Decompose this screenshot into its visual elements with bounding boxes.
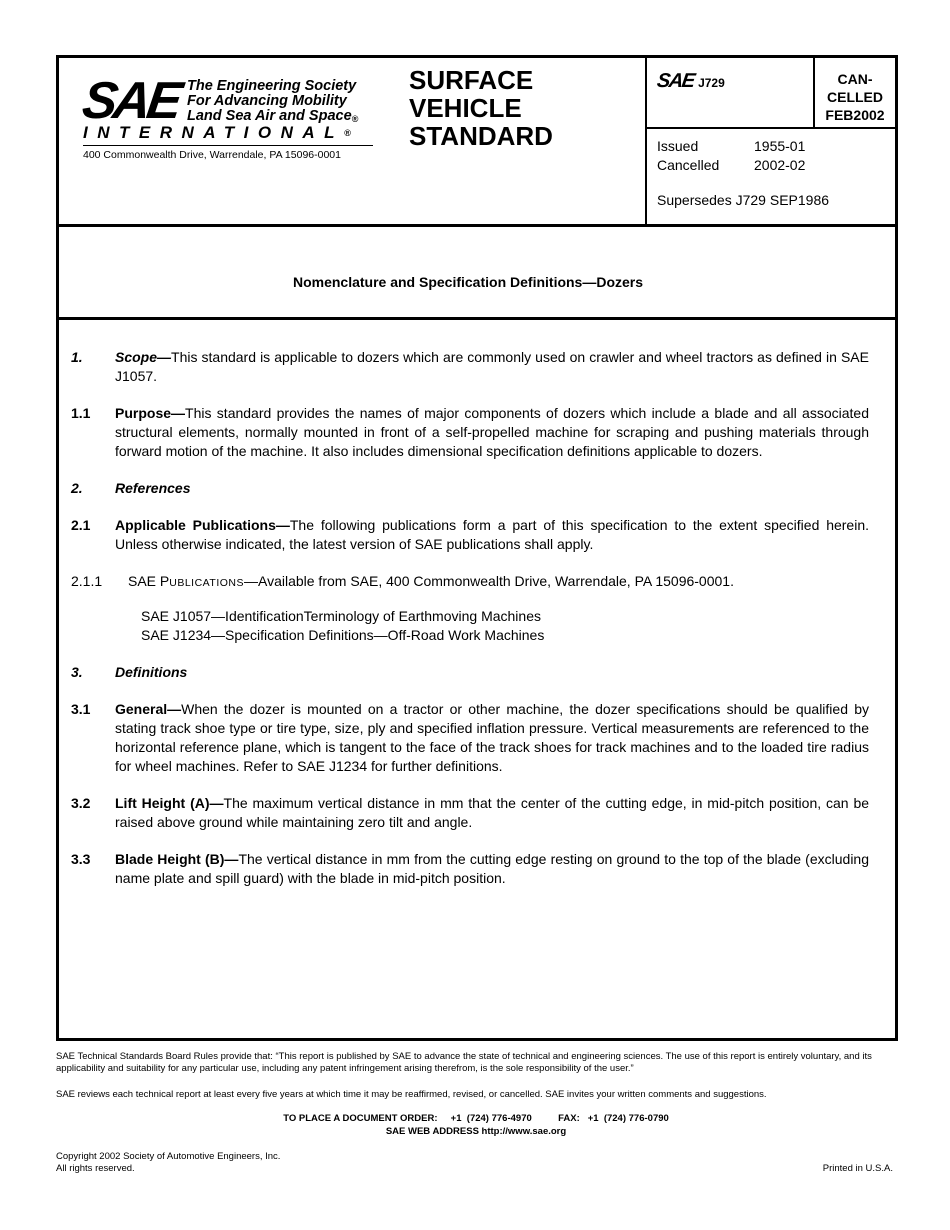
- reference-item: SAE J1057—IdentificationTerminology of Earthmoving Machines: [141, 608, 541, 624]
- tagline-line: The Engineering Society: [187, 78, 357, 94]
- issued-value: 1955-01: [754, 138, 806, 154]
- footer-order: TO PLACE A DOCUMENT ORDER: +1 (724) 776-4970 FAX: +1 (724) 776-0790: [283, 1113, 669, 1124]
- doc-dates: [657, 137, 805, 175]
- international-wordmark: INTERNATIONAL®: [83, 123, 351, 142]
- section-3-3: 3.3 Blade Height (B)—The vertical distance in mm from the cutting edge resting on ground to the top of the blade (excluding name plate and spill guard) with the blade in mid-pitch position.: [71, 851, 869, 886]
- sae-small-logo: SAE: [655, 70, 696, 92]
- section-1: 1. Scope—This standard is applicable to dozers which are commonly used on crawler and wheel tractors as defined in SAE J1057.: [71, 349, 869, 384]
- tagline-line: For Advancing Mobility: [187, 93, 347, 109]
- reference-item: SAE J1234—Specification Definitions—Off-Road Work Machines: [141, 627, 545, 643]
- sae-logo-mark: SAE: [78, 72, 182, 130]
- document-type: SURFACE VEHICLE STANDARD: [409, 65, 553, 151]
- section-2: 2. References: [71, 480, 191, 496]
- cancelled-stamp: CAN- CELLED FEB2002: [825, 71, 885, 123]
- header: [59, 58, 895, 227]
- divider: [645, 127, 895, 129]
- doc-id: [657, 70, 725, 93]
- logo-rule: [83, 145, 373, 146]
- footer-web: SAE WEB ADDRESS http://www.sae.org: [385, 1126, 567, 1137]
- reference-list: [141, 607, 869, 645]
- section-2-1: 2.1 Applicable Publications—The following publications form a part of this specification to the extent specified herein. Unless otherwise indicated, the latest version of SAE publications shall apply.: [71, 517, 870, 552]
- footer-review: SAE reviews each technical report at least every five years at which time it may be reaffirmed, revised, or cancelled. SAE invites your written comments and suggestions.: [56, 1089, 767, 1100]
- footer-copyright: Copyright 2002 Society of Automotive Engineers, Inc.: [56, 1151, 281, 1162]
- footer-rules: SAE Technical Standards Board Rules provide that: “This report is published by SAE to advance the state of technical and engineering sciences. The use of this report is entirely voluntary, and its applicability and suitability for any particular use, including any patent infringement arising therefrom, is the sole responsibility of the user.”: [56, 1051, 872, 1074]
- doc-number: J729: [698, 76, 725, 90]
- section-3: 3. Definitions: [71, 664, 188, 680]
- footer-printed: Printed in U.S.A.: [822, 1163, 893, 1174]
- divider: [645, 58, 647, 224]
- cancelled-value: 2002-02: [754, 157, 806, 173]
- tagline-line: Land Sea Air and Space®: [187, 108, 359, 124]
- title-band: [59, 227, 895, 320]
- sae-tagline: [187, 79, 358, 127]
- document-body: [71, 348, 869, 888]
- section-1-1: 1.1 Purpose—This standard provides the names of major components of dozers which include a blade and all associated structural elements, normally mounted in front of a self-propelled machine for scraping and pushing materials through forward motion of the machine. It also includes dimensional specification definitions applicable to dozers.: [71, 405, 869, 459]
- supersedes: Supersedes J729 SEP1986: [657, 192, 830, 208]
- section-3-2: 3.2 Lift Height (A)—The maximum vertical distance in mm that the center of the cutting edge, in mid-pitch position, can be raised above ground while maintaining zero tilt and angle.: [71, 795, 870, 830]
- section-3-1: 3.1 General—When the dozer is mounted on a tractor or other machine, the dozer specifications should be qualified by stating track shoe type or tire type, size, ply and specified inflation pressure. Vertical measurements are referenced to the horizontal reference plane, which is tangent to the face of the track shoes for track machines and to the loaded tire radius for wheel machines. Refer to SAE J1234 for further definitions.: [71, 701, 869, 774]
- document-title: Nomenclature and Specification Definitions—Dozers: [292, 274, 644, 290]
- issued-label: Issued: [657, 138, 699, 154]
- address: 400 Commonwealth Drive, Warrendale, PA 15096-0001: [83, 149, 341, 161]
- document-frame: [56, 55, 898, 1041]
- cancelled-label: Cancelled: [657, 157, 720, 173]
- footer-rights: All rights reserved.: [56, 1163, 135, 1174]
- section-2-1-1: 2.1.1 SAE PUBLICATIONS—Available from SAE, 400 Commonwealth Drive, Warrendale, PA 15096-0001.: [71, 573, 734, 589]
